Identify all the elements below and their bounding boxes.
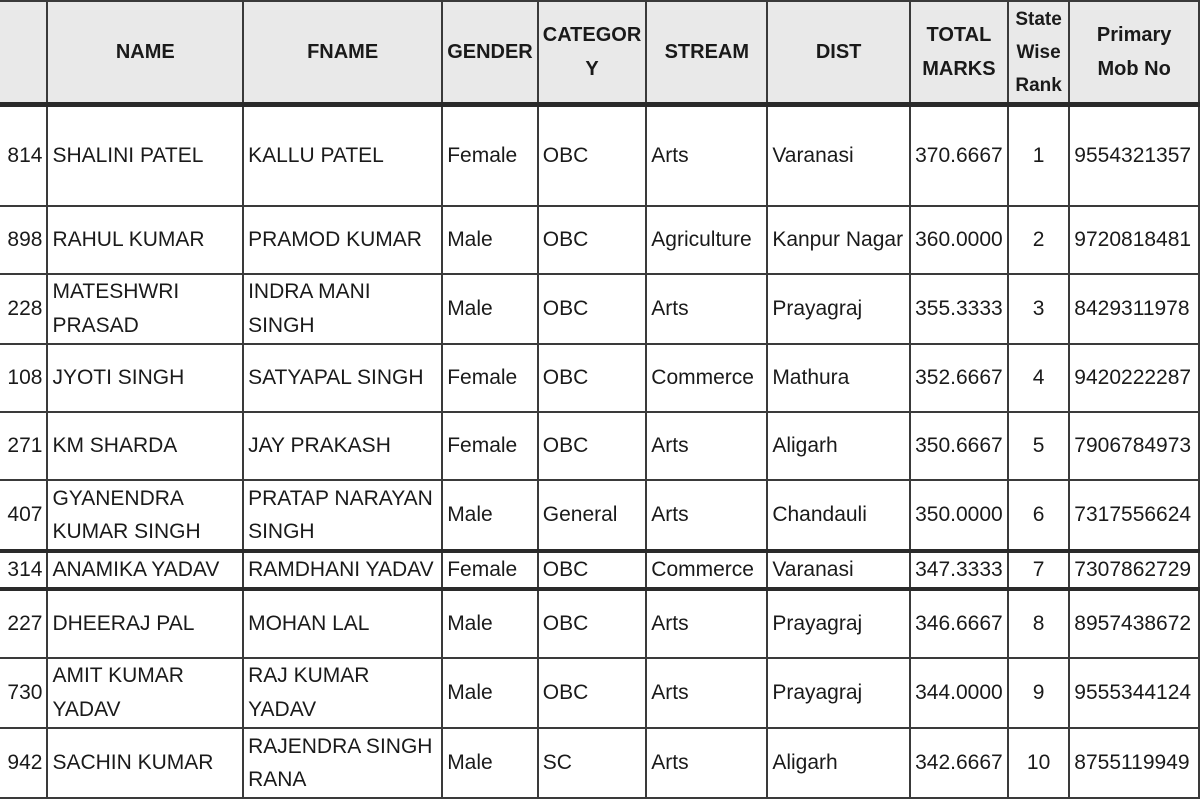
total-marks-cell: 342.6667: [910, 728, 1008, 798]
dist-cell: Prayagraj: [767, 589, 910, 658]
header-rank-line2: Wise: [1016, 41, 1061, 63]
category-cell: OBC: [538, 551, 647, 589]
table-row: [0, 105, 1199, 207]
stream-cell: Commerce: [646, 344, 767, 412]
dist-cell: Prayagraj: [767, 658, 910, 728]
fname-cell: PRATAP NARAYAN SINGH: [243, 480, 442, 551]
gender-cell: Male: [442, 728, 538, 798]
mobile-cell: 7906784973: [1069, 412, 1199, 480]
header-primary-mob-no: [1069, 1, 1199, 105]
dist-cell: Varanasi: [767, 551, 910, 589]
total-marks-cell: 360.0000: [910, 206, 1008, 274]
mobile-cell: 8429311978: [1069, 274, 1199, 344]
total-marks-cell: 347.3333: [910, 551, 1008, 589]
table-row: [0, 206, 1199, 274]
name-cell: JYOTI SINGH: [47, 344, 243, 412]
roll-cell: 407: [0, 480, 47, 551]
gender-cell: Female: [442, 344, 538, 412]
total-marks-cell: 355.3333: [910, 274, 1008, 344]
header-row: [0, 1, 1199, 105]
dist-cell: Aligarh: [767, 412, 910, 480]
fname-cell: INDRA MANI SINGH: [243, 274, 442, 344]
fname-cell: KALLU PATEL: [243, 105, 442, 207]
roll-cell: 730: [0, 658, 47, 728]
mobile-cell: 8957438672: [1069, 589, 1199, 658]
roll-cell: 108: [0, 344, 47, 412]
dist-cell: Prayagraj: [767, 274, 910, 344]
header-total-marks: [910, 1, 1008, 105]
name-cell: KM SHARDA: [47, 412, 243, 480]
table-row: [0, 658, 1199, 728]
stream-cell: Arts: [646, 480, 767, 551]
stream-cell: Arts: [646, 728, 767, 798]
category-cell: OBC: [538, 105, 647, 207]
roll-cell: 814: [0, 105, 47, 207]
total-marks-cell: 370.6667: [910, 105, 1008, 207]
fname-cell: RAJ KUMAR YADAV: [243, 658, 442, 728]
gender-cell: Female: [442, 412, 538, 480]
header-stream: STREAM: [646, 1, 767, 105]
header-roll: [0, 1, 47, 105]
name-cell: SACHIN KUMAR: [47, 728, 243, 798]
gender-cell: Female: [442, 105, 538, 207]
roll-cell: 898: [0, 206, 47, 274]
header-gender: GENDER: [442, 1, 538, 105]
name-cell: ANAMIKA YADAV: [47, 551, 243, 589]
table-row: [0, 589, 1199, 658]
fname-cell: PRAMOD KUMAR: [243, 206, 442, 274]
total-marks-cell: 346.6667: [910, 589, 1008, 658]
name-cell: GYANENDRA KUMAR SINGH: [47, 480, 243, 551]
rank-cell: 5: [1008, 412, 1069, 480]
dist-cell: Chandauli: [767, 480, 910, 551]
header-mob-line1: Primary: [1096, 24, 1172, 46]
stream-cell: Arts: [646, 658, 767, 728]
total-marks-cell: 350.6667: [910, 412, 1008, 480]
header-mob-line2: Mob No: [1097, 58, 1171, 80]
header-total-line1: TOTAL: [926, 24, 992, 46]
name-cell: AMIT KUMAR YADAV: [47, 658, 243, 728]
table-row: [0, 728, 1199, 798]
name-cell: MATESHWRI PRASAD: [47, 274, 243, 344]
gender-cell: Male: [442, 658, 538, 728]
stream-cell: Arts: [646, 105, 767, 207]
name-cell: SHALINI PATEL: [47, 105, 243, 207]
table-row: [0, 344, 1199, 412]
name-cell: DHEERAJ PAL: [47, 589, 243, 658]
header-name: NAME: [47, 1, 243, 105]
rank-cell: 10: [1008, 728, 1069, 798]
rank-cell: 3: [1008, 274, 1069, 344]
stream-cell: Commerce: [646, 551, 767, 589]
dist-cell: Varanasi: [767, 105, 910, 207]
total-marks-cell: 352.6667: [910, 344, 1008, 412]
category-cell: OBC: [538, 274, 647, 344]
roll-cell: 228: [0, 274, 47, 344]
mobile-cell: 7317556624: [1069, 480, 1199, 551]
gender-cell: Male: [442, 589, 538, 658]
total-marks-cell: 350.0000: [910, 480, 1008, 551]
gender-cell: Female: [442, 551, 538, 589]
roll-cell: 942: [0, 728, 47, 798]
header-category-line1: CATEGOR: [542, 24, 642, 46]
category-cell: OBC: [538, 589, 647, 658]
rank-cell: 7: [1008, 551, 1069, 589]
header-state-wise-rank: [1008, 1, 1069, 105]
mobile-cell: 9720818481: [1069, 206, 1199, 274]
roll-cell: 314: [0, 551, 47, 589]
dist-cell: Mathura: [767, 344, 910, 412]
rank-cell: 1: [1008, 105, 1069, 207]
header-fname: FNAME: [243, 1, 442, 105]
gender-cell: Male: [442, 274, 538, 344]
fname-cell: SATYAPAL SINGH: [243, 344, 442, 412]
stream-cell: Arts: [646, 274, 767, 344]
fname-cell: RAMDHANI YADAV: [243, 551, 442, 589]
rank-cell: 2: [1008, 206, 1069, 274]
stream-cell: Agriculture: [646, 206, 767, 274]
category-cell: OBC: [538, 412, 647, 480]
mobile-cell: 9554321357: [1069, 105, 1199, 207]
mobile-cell: 7307862729: [1069, 551, 1199, 589]
table-row: [0, 412, 1199, 480]
gender-cell: Male: [442, 206, 538, 274]
rank-cell: 8: [1008, 589, 1069, 658]
header-dist: DIST: [767, 1, 910, 105]
table-row: [0, 551, 1199, 589]
stream-cell: Arts: [646, 412, 767, 480]
mobile-cell: 8755119949: [1069, 728, 1199, 798]
stream-cell: Arts: [646, 589, 767, 658]
table-row: [0, 274, 1199, 344]
category-cell: OBC: [538, 206, 647, 274]
total-marks-cell: 344.0000: [910, 658, 1008, 728]
mobile-cell: 9420222287: [1069, 344, 1199, 412]
dist-cell: Kanpur Nagar: [767, 206, 910, 274]
category-cell: General: [538, 480, 647, 551]
category-cell: SC: [538, 728, 647, 798]
rank-cell: 4: [1008, 344, 1069, 412]
rank-cell: 9: [1008, 658, 1069, 728]
header-rank-line1: State: [1015, 8, 1062, 30]
header-category-line2: Y: [585, 58, 599, 80]
category-cell: OBC: [538, 658, 647, 728]
header-category: [538, 1, 647, 105]
roll-cell: 227: [0, 589, 47, 658]
gender-cell: Male: [442, 480, 538, 551]
fname-cell: MOHAN LAL: [243, 589, 442, 658]
table-row: [0, 480, 1199, 551]
fname-cell: RAJENDRA SINGH RANA: [243, 728, 442, 798]
name-cell: RAHUL KUMAR: [47, 206, 243, 274]
rank-cell: 6: [1008, 480, 1069, 551]
roll-cell: 271: [0, 412, 47, 480]
dist-cell: Aligarh: [767, 728, 910, 798]
mobile-cell: 9555344124: [1069, 658, 1199, 728]
header-rank-line3: Rank: [1015, 74, 1062, 96]
fname-cell: JAY PRAKASH: [243, 412, 442, 480]
category-cell: OBC: [538, 344, 647, 412]
header-total-line2: MARKS: [922, 58, 996, 80]
